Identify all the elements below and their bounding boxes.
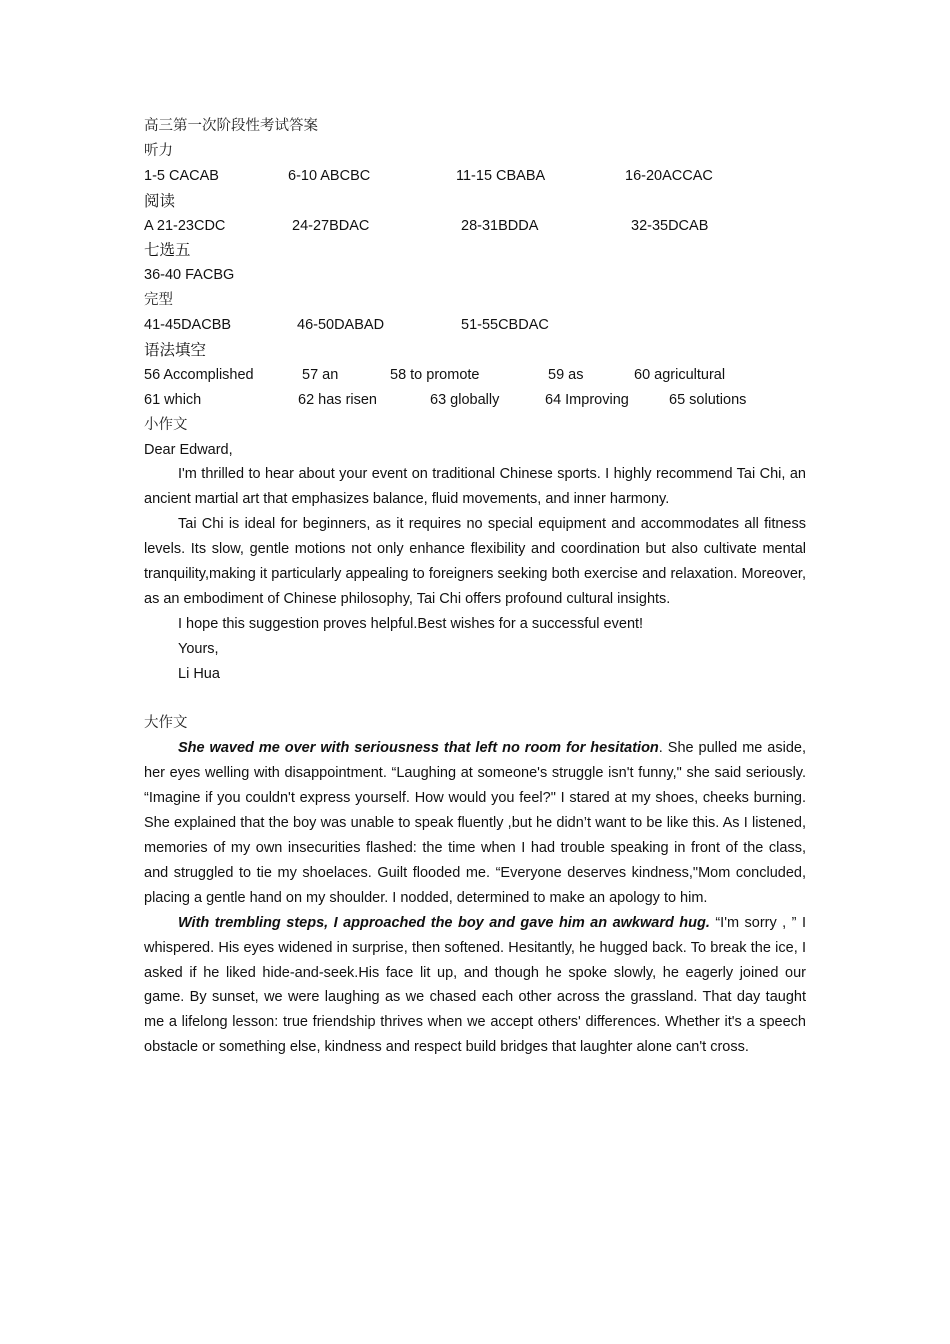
answer-group: 11-15 CBABA [456,167,546,184]
reading-heading: 阅读 [144,191,176,210]
short-essay-heading: 小作文 [144,416,188,433]
letter-signature: Li Hua [178,665,220,682]
grammar-answer: 58 to promote [390,366,480,383]
essay-body: “I'm sorry , ” I whispered. His eyes widened in surprise, then softened. Hesitantly, he hugged back. To break the ice, I asked if he liked hide-and-seek.His face lit up, and though he spoke slowly, he eagerly joined our game. By sunset, we were laughing as we chased each other across the grassland. That day taught me a lifelong lesson: true friendship thrives when we accept others' differences. Whether it's a speech obstacle or something else, kindness and respect build bridges that laughter alone can't cross. [144,914,806,1056]
answer-group: 16-20ACCAC [625,167,713,184]
answer-group: 24-27BDAC [292,217,370,234]
essay-paragraph [144,736,806,910]
grammar-answer: 65 solutions [669,391,747,408]
answer-group: 32-35DCAB [631,217,709,234]
listening-heading: 听力 [144,142,173,159]
grammar-answers-row-2 [144,388,806,413]
answer-group: A 21-23CDC [144,217,226,234]
grammar-answer: 61 which [144,391,202,408]
cloze-answers [144,313,806,338]
grammar-answer: 59 as [548,366,584,383]
answer-group: 36-40 FACBG [144,267,235,284]
letter-paragraph: Tai Chi is ideal for beginners, as it requires no special equipment and accommodates all fitness levels. Its slow, gentle motions not only enhance flexibility and coordination but also cultivate mental tranquility,making it particularly appealing to foreigners seeking both exercise and relaxation. Moreover, as an embodiment of Chinese philosophy, Tai Chi offers profound cultural insights. [144,516,806,607]
reading-answers [144,214,806,239]
seven-five-heading: 七选五 [144,241,191,260]
grammar-answer: 56 Accomplished [144,366,254,383]
essay-paragraph [144,911,806,1060]
grammar-answer: 57 an [302,366,339,383]
document-title: 高三第一次阶段性考试答案 [144,118,318,134]
answer-group: 6-10 ABCBC [288,167,371,184]
letter-closing: Yours, [178,640,219,657]
grammar-answer: 63 globally [430,391,500,408]
grammar-answers-row-1 [144,363,806,388]
letter-greeting: Dear Edward, [144,441,233,458]
answer-group: 1-5 CACAB [144,167,219,184]
essay-lead-sentence: With trembling steps, I approached the boy and gave him an awkward hug. [178,914,710,931]
answer-group: 46-50DABAD [297,317,385,334]
answer-group: 28-31BDDA [461,217,539,234]
answer-document [144,114,806,1060]
answer-group: 51-55CBDAC [461,317,549,334]
answer-group: 41-45DACBB [144,317,232,334]
grammar-answer: 60 agricultural [634,366,726,383]
blank-line [144,687,806,712]
listening-answers [144,164,806,189]
letter-paragraph: I'm thrilled to hear about your event on traditional Chinese sports. I highly recommend Tai Chi, an ancient martial art that emphasizes balance, fluid movements, and inner harmony. [144,466,806,508]
grammar-heading: 语法填空 [144,341,207,360]
long-essay-heading: 大作文 [144,715,188,732]
grammar-answer: 62 has risen [298,391,377,408]
seven-five-answers [144,263,806,288]
cloze-heading: 完型 [144,292,173,309]
letter-paragraph: I hope this suggestion proves helpful.Best wishes for a successful event! [178,615,644,632]
essay-lead-sentence: She waved me over with seriousness that left no room for hesitation [178,740,659,757]
grammar-answer: 64 Improving [545,391,629,408]
essay-body: . She pulled me aside, her eyes welling with disappointment. “Laughing at someone's struggle isn't funny," she said seriously. “Imagine if you couldn't express yourself. How would you feel?" I stared at my shoes, cheeks burning. She explained that the boy was unable to speak fluently ,but he didn’t want to be like this. As I listened, memories of my own insecurities flashed: the time when I had trouble speaking in front of the class, and struggled to tie my shoelaces. Guilt flooded me. “Everyone deserves kindness,"Mom concluded, placing a gentle hand on my shoulder. I nodded, determined to make an apology to him. [144,740,806,906]
